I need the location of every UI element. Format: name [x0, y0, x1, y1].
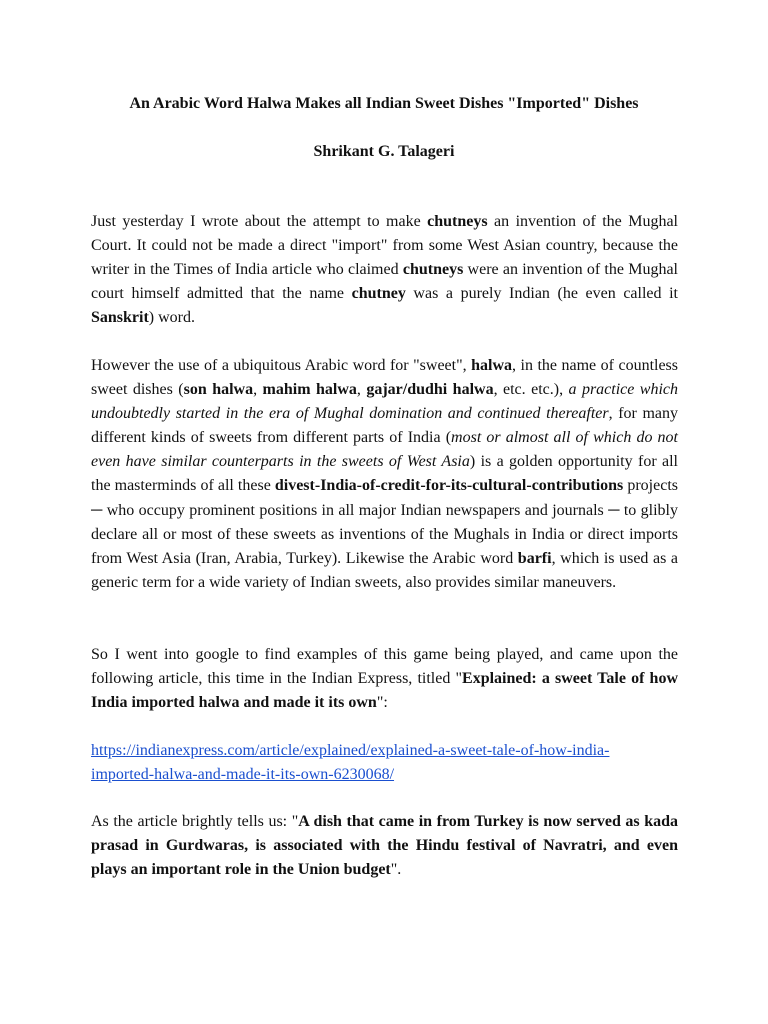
italic-run: most or almost all of which do not even have similar counterparts in the sweets of West Asia	[91, 429, 679, 471]
bold-term: mahim halwa	[262, 381, 357, 399]
bold-term: chutneys	[427, 213, 488, 230]
text-run: ,	[253, 381, 263, 399]
bold-term: barfi	[517, 549, 552, 567]
document-title: An Arabic Word Halwa Makes all Indian Sweet Dishes "Imported" Dishes	[129, 95, 639, 112]
text-run: As the article brightly tells us: "	[91, 813, 299, 830]
document-author: Shrikant G. Talageri	[313, 143, 455, 160]
text-run: So I went into google to find examples of this game being played, and came upon the following article, this time in the Indian Express, titled "	[91, 646, 678, 688]
text-run: an invention of the Mughal Court. It could not be made a direct "import" from some West Asian country, because the writer in the Times of India article who claimed	[91, 213, 679, 279]
paragraph-3	[91, 643, 678, 715]
text-run: , etc. etc.),	[493, 381, 569, 399]
text-run: Just yesterday I wrote about the attempt to make	[91, 213, 428, 230]
bold-quote: A dish that came in from Turkey is now served as kada prasad in Gurdwaras, is associated with the Hindu festival of Navratri, and even plays an important role in the Union budget	[91, 813, 679, 879]
bold-term: chutney	[351, 285, 406, 303]
bold-term: Sanskrit	[91, 309, 149, 327]
article-link[interactable]	[91, 742, 609, 783]
italic-run: a practice which undoubtedly started in the era of Mughal domination and continued thereafter	[91, 381, 679, 423]
text-run: However the use of a ubiquitous Arabic word for "sweet",	[91, 357, 472, 374]
text-run: , which is used as a generic term for a wide variety of Indian sweets, also provides similar maneuvers.	[91, 549, 679, 591]
paragraph-5	[91, 810, 678, 882]
text-run: , in the name of countless sweet dishes (	[91, 357, 679, 399]
bold-term: gajar/dudhi halwa	[366, 381, 494, 399]
text-run: ) is a golden opportunity for all the masterminds of all these	[91, 453, 678, 495]
paragraph-link	[91, 739, 678, 787]
text-run: , for many different kinds of sweets from different parts of India (	[91, 405, 679, 447]
paragraph-2	[91, 354, 678, 595]
article-title: Explained: a sweet Tale of how India imported halwa and made it its own	[91, 670, 678, 712]
bold-term: halwa	[471, 357, 513, 374]
link-line-2[interactable]: imported-halwa-and-made-it-its-own-6230068/	[91, 766, 395, 784]
text-run: was a purely Indian (he even called it	[405, 285, 679, 303]
link-line-1[interactable]: https://indianexpress.com/article/explained/explained-a-sweet-tale-of-how-india-	[91, 742, 610, 759]
bold-term: divest-India-of-credit-for-its-cultural-contributions	[274, 477, 624, 495]
text-run: ".	[390, 861, 402, 879]
text-run: ) word.	[148, 309, 196, 327]
text-run: ":	[376, 694, 388, 712]
paragraph-1	[91, 210, 678, 330]
bold-term: chutneys	[402, 261, 464, 279]
text-run: ,	[356, 381, 367, 399]
bold-term: son halwa	[183, 381, 254, 399]
text-run: projects ─ who occupy prominent positions in all major Indian newspapers and journals ─ to glibly declare all or most of these sweets as inventions of the Mughals in India or direct imports from West Asia (Iran, Arabia, Turkey). Likewise the Arabic word	[91, 477, 678, 567]
text-run: were an invention of the Mughal court himself admitted that the name	[91, 261, 678, 303]
